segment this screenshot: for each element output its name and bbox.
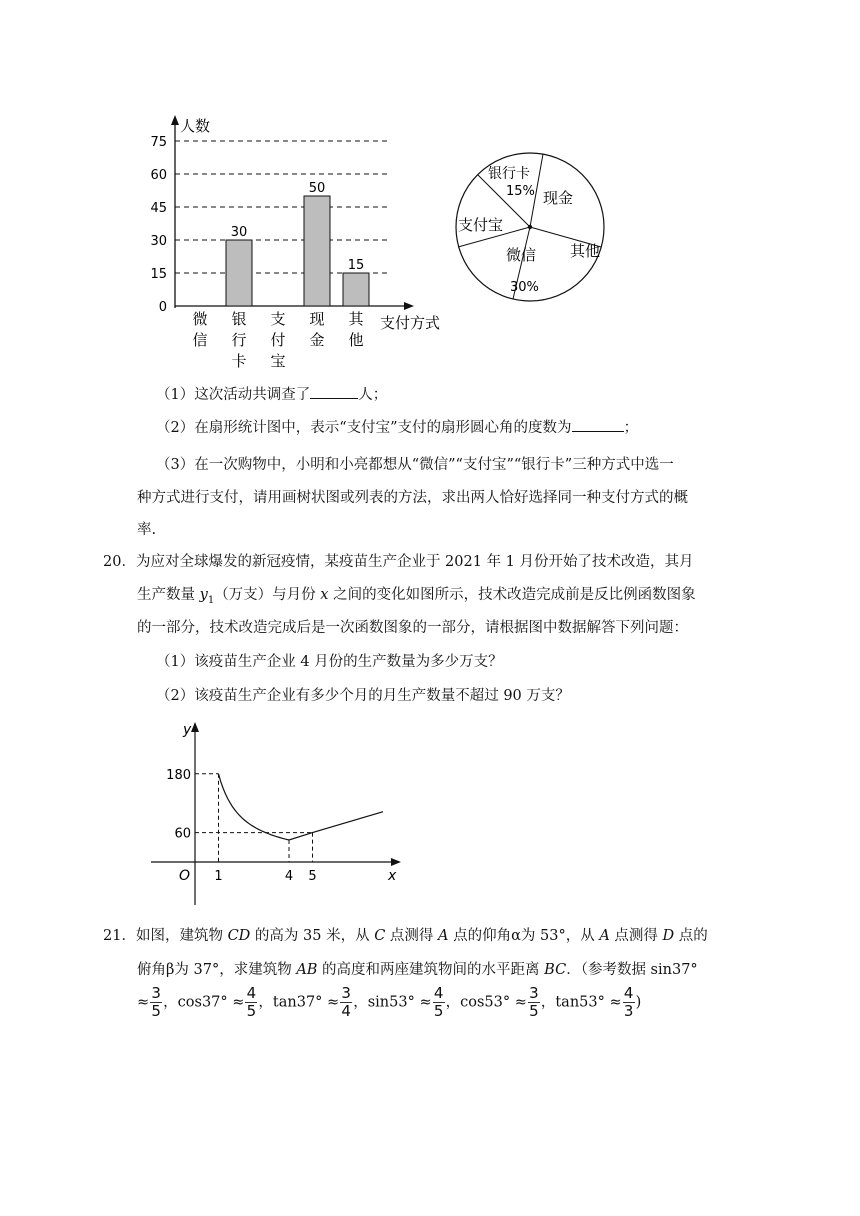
graph-ytick-label: 180 — [166, 767, 191, 783]
q21-frac-6 — [623, 986, 635, 1019]
q21-approx-5: ≈ — [514, 994, 527, 1011]
bar-value-label: 50 — [308, 181, 326, 196]
bar-ytick-label: 30 — [150, 234, 167, 249]
bar-ytick-label: 45 — [150, 201, 167, 216]
q21-frac-1 — [150, 986, 162, 1019]
graph-ytick-label: 60 — [174, 826, 191, 842]
q19-part1-blank[interactable] — [310, 384, 358, 399]
q19-part3-line2: 种方式进行支付，请用画树状图或列表的方法，求出两人恰好选择同一种支付方式的概 — [137, 490, 688, 506]
q19-part2-blank[interactable] — [572, 417, 624, 432]
q21-a2: A — [599, 928, 610, 944]
q21-line1-b: 的高为 35 米，从 — [250, 928, 375, 944]
q20-var-y: y — [199, 587, 208, 603]
q21-t6: ) — [635, 994, 642, 1011]
q21-frac-3 — [340, 986, 352, 1019]
q21-approx-3: ≈ — [327, 994, 340, 1011]
graph-xtick-label: 4 — [284, 869, 294, 884]
q19-part2 — [156, 416, 638, 437]
bar-category-label: 金 — [309, 331, 325, 349]
q21-frac-3-num: 3 — [341, 984, 351, 1002]
q21-t4: ，cos53° — [445, 994, 511, 1011]
q21-frac-5-num: 3 — [529, 984, 539, 1002]
q21-line2-a: 俯角β为 37°，求建筑物 — [137, 962, 297, 978]
q19-part1-text-a: （1）这次活动共调查了 — [156, 387, 311, 403]
bar-ytick-label: 15 — [150, 267, 167, 282]
bar-category-label: 银 — [231, 310, 247, 328]
q21-cd: CD — [227, 928, 251, 944]
pie-label-qita: 其他 — [570, 242, 601, 260]
pie-label-zhifubao: 支付宝 — [458, 216, 504, 234]
q20-line2-b: （万支）与月份 — [214, 587, 321, 603]
q20-sub1: （1）该疫苗生产企业 4 月份的生产数量为多少万支？ — [156, 654, 503, 670]
bar-category-label: 现 — [309, 310, 325, 328]
q21-line1-f: 点的 — [674, 928, 708, 944]
q21-frac-1-num: 3 — [151, 984, 161, 1002]
bar-xlabel: 支付方式 — [380, 314, 441, 332]
bar-category-label: 信 — [192, 331, 208, 349]
q19-part1-text-b: 人； — [358, 387, 388, 403]
q20-line3: 的一部分，技术改造完成后是一次函数图象的一部分，请根据图中数据解答下列问题： — [137, 620, 688, 636]
pie-pct-weixin: 30% — [510, 280, 539, 295]
q21-frac-6-den: 3 — [623, 1002, 634, 1020]
bar-category-label: 他 — [348, 331, 364, 349]
pie-pct-yinhangka: 15% — [506, 184, 535, 199]
q21-t3: ，sin53° — [353, 994, 415, 1011]
q21-frac-5-den: 5 — [529, 1002, 539, 1020]
q21-frac-6-num: 4 — [623, 984, 634, 1002]
bar-ylabel: 人数 — [180, 117, 211, 135]
bar-value-label: 15 — [347, 258, 365, 273]
bar-category-label: 卡 — [231, 352, 247, 370]
q21-frac-4-num: 4 — [433, 984, 444, 1002]
q21-frac-4-den: 5 — [433, 1002, 444, 1020]
q21-frac-2-num: 4 — [246, 984, 257, 1002]
q21-frac-5 — [528, 986, 540, 1019]
bar-x-arrow — [404, 302, 414, 310]
q21-frac-1-den: 5 — [151, 1002, 161, 1020]
graph-xtick-label: 1 — [214, 869, 223, 884]
q19-part3-line1: （3）在一次购物中，小明和小亮都想从“微信”“支付宝”“银行卡”三种方式中选一 — [156, 457, 674, 473]
graph-xtick-label: 5 — [308, 869, 317, 884]
q20-line2-a: 生产数量 — [137, 587, 200, 603]
bar-y-arrow — [171, 115, 179, 125]
graph-x-arrow — [391, 858, 401, 866]
q19-part2-text-b: ； — [623, 420, 639, 436]
q21-line1-a: 21．如图，建筑物 — [103, 928, 228, 944]
q21-line1-c: 点测得 — [385, 928, 439, 944]
graph-curve — [219, 774, 384, 840]
q21-approx-1: ≈ — [137, 994, 150, 1011]
q21-line1-e: 点测得 — [609, 928, 663, 944]
bar-category-label: 宝 — [270, 352, 286, 370]
q20-line1: 20．为应对全球爆发的新冠疫情，某疫苗生产企业于 2021 年 1 月份开始了技术改造，其月 — [103, 554, 694, 570]
bar-category-label: 行 — [231, 331, 247, 349]
q21-bc: BC — [544, 962, 567, 978]
q21-line3 — [137, 986, 641, 1019]
q20-var-y-sub: 1 — [207, 594, 215, 606]
q19-part3-line3: 率. — [137, 522, 157, 538]
bar — [226, 240, 252, 306]
bar-ytick-label: 60 — [150, 168, 167, 183]
q21-frac-4 — [433, 986, 445, 1019]
function-graph — [145, 710, 415, 910]
graph-x-label: x — [388, 868, 397, 884]
q21-d: D — [662, 928, 675, 944]
graph-origin: O — [179, 868, 191, 884]
q19-part1 — [156, 383, 387, 404]
pie-chart — [448, 150, 618, 320]
q21-approx-4: ≈ — [419, 994, 432, 1011]
q21-line2-c: ．（参考数据 sin37° — [566, 962, 698, 978]
q21-approx-2: ≈ — [232, 994, 245, 1011]
q21-line1-d: 点的仰角α为 53°，从 — [448, 928, 600, 944]
q20-line2-c: 之间的变化如图所示，技术改造完成前是反比例函数图象 — [328, 587, 696, 603]
q21-line2 — [137, 958, 698, 979]
bar-value-label: 30 — [230, 225, 248, 240]
bar — [304, 196, 330, 306]
bar-category-label: 付 — [270, 331, 286, 349]
q21-ab: AB — [296, 962, 318, 978]
graph-y-label: y — [183, 722, 192, 738]
q21-frac-3-den: 4 — [341, 1002, 351, 1020]
q21-a1: A — [438, 928, 449, 944]
bar-category-label: 其 — [348, 310, 364, 328]
pie-center-dot — [528, 225, 532, 229]
q21-t2: ，tan37° — [258, 994, 323, 1011]
bar — [343, 273, 369, 306]
bar-ytick-label: 75 — [150, 135, 167, 150]
graph-y-arrow — [191, 722, 199, 732]
q21-t5: ，tan53° — [540, 994, 605, 1011]
q21-frac-2 — [245, 986, 257, 1019]
q20-sub2: （2）该疫苗生产企业有多少个月的月生产数量不超过 90 万支？ — [156, 688, 570, 704]
bar-chart — [140, 110, 460, 370]
q21-t1: ，cos37° — [163, 994, 228, 1011]
pie-label-weixin: 微信 — [506, 246, 537, 264]
bar-category-label: 微 — [192, 310, 208, 328]
q21-approx-6: ≈ — [609, 994, 622, 1011]
q19-part2-text-a: （2）在扇形统计图中，表示“支付宝”支付的扇形圆心角的度数为 — [156, 420, 572, 436]
bar-category-label: 支 — [270, 310, 286, 328]
q21-line1 — [103, 924, 708, 945]
bar-ytick-label: 0 — [158, 300, 167, 315]
q21-c: C — [374, 928, 386, 944]
q21-line2-b: 的高度和两座建筑物间的水平距离 — [317, 962, 545, 978]
pie-label-xianjin: 现金 — [543, 189, 574, 207]
q21-frac-2-den: 5 — [246, 1002, 257, 1020]
q20-line2 — [137, 583, 696, 606]
q20-var-x: x — [320, 587, 329, 603]
pie-label-yinhangka: 银行卡 — [488, 166, 530, 182]
